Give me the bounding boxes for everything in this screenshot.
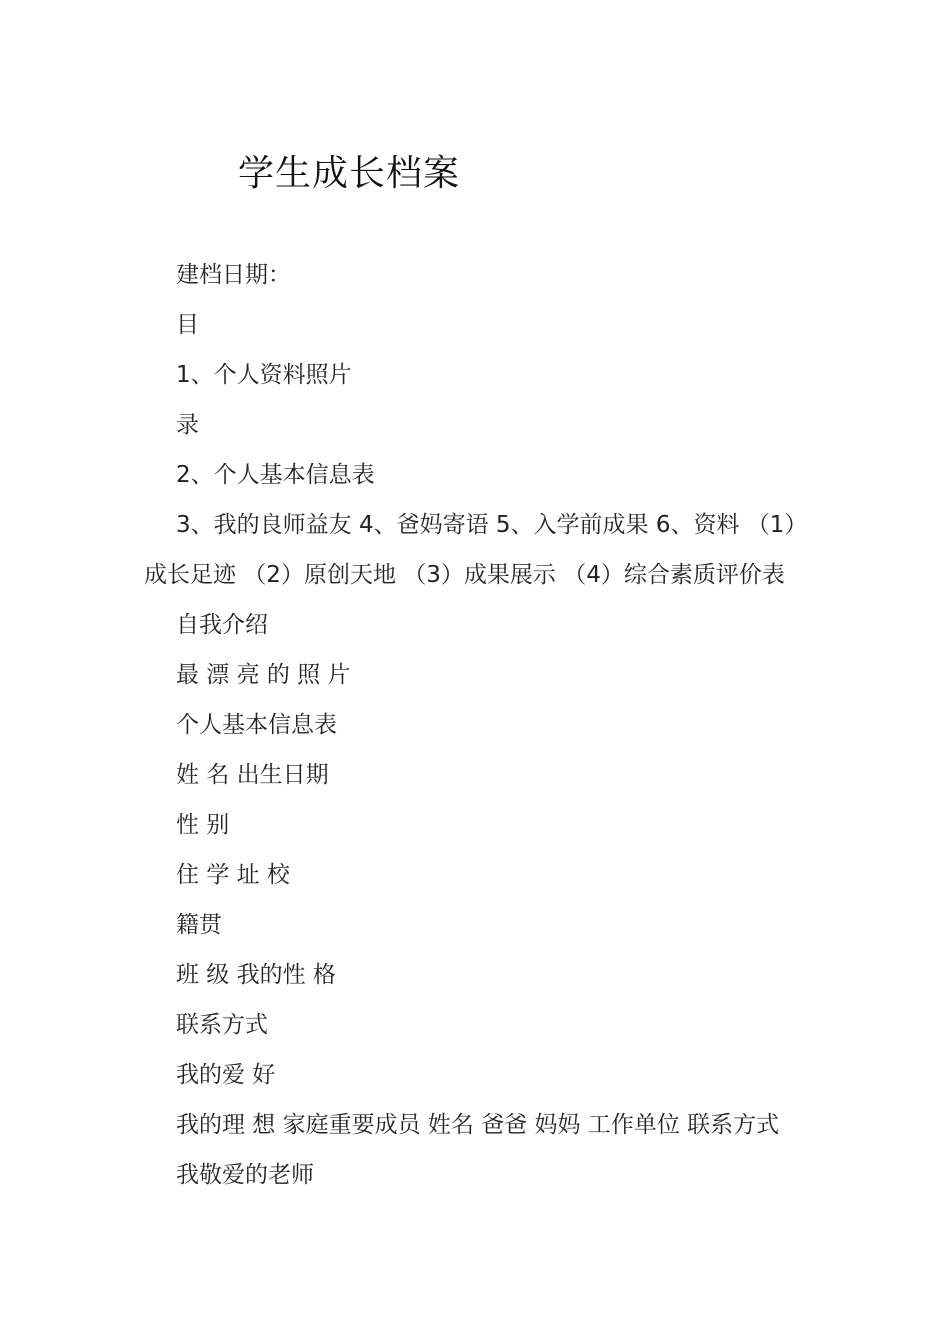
document-body — [144, 250, 816, 1200]
gender-field: 性 别 — [176, 812, 230, 838]
hobby-field: 我的爱 好 — [176, 1062, 276, 1088]
address-school-field: 住 学 址 校 — [176, 862, 290, 888]
basic-info-heading: 个人基本信息表 — [176, 712, 337, 738]
toc-item-2: 2、个人基本信息表 — [176, 462, 375, 488]
ideal-family-members-field: 我的理 想 家庭重要成员 姓名 爸爸 妈妈 工作单位 联系方式 — [176, 1112, 780, 1138]
toc-item-1: 1、个人资料照片 — [176, 362, 352, 388]
toc-heading-part1: 目 — [176, 312, 199, 338]
self-introduction-heading: 自我介绍 — [176, 612, 268, 638]
beloved-teacher-heading: 我敬爱的老师 — [176, 1162, 314, 1188]
name-birthdate-field: 姓 名 出生日期 — [176, 762, 329, 788]
contact-field: 联系方式 — [176, 1012, 268, 1038]
class-personality-field: 班 级 我的性 格 — [176, 962, 336, 988]
toc-items-3-6: 3、我的良师益友 4、爸妈寄语 5、入学前成果 6、资料 （1）成长足迹 （2）原创天地 （3）成果展示 （4）综合素质评价表 — [144, 512, 808, 588]
toc-heading-part2: 录 — [176, 412, 199, 438]
document-title: 学生成长档案 — [238, 153, 461, 194]
archive-date-line: 建档日期： — [176, 262, 291, 288]
native-place-field: 籍贯 — [176, 912, 222, 938]
best-photo-heading: 最 漂 亮 的 照 片 — [176, 662, 351, 688]
